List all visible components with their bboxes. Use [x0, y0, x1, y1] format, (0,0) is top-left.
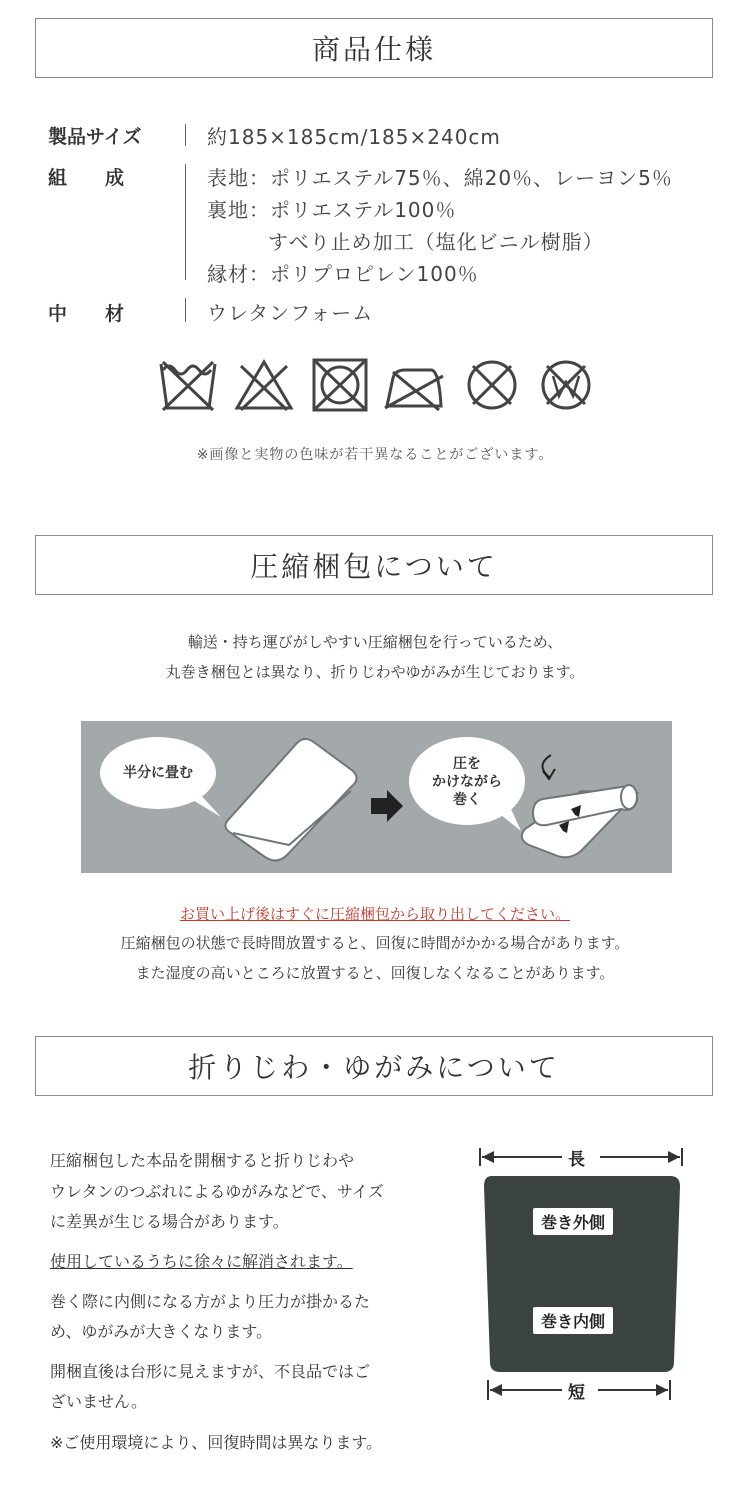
no-dry-clean-icon	[461, 356, 523, 414]
spec-heading: 商品仕様	[311, 33, 436, 66]
spec-divider	[185, 298, 186, 322]
no-tumble-dry-icon	[309, 356, 371, 414]
compression-note: 圧縮梱包の状態で長時間放置すると、回復に時間がかかる場合があります。	[120, 934, 630, 952]
spec-value-filling: ウレタンフォーム	[207, 301, 374, 325]
inner-side-label: 巻き内側	[533, 1307, 613, 1334]
spec-value-surface: 表地：ポリエステル75％、綿20％、レーヨン5％	[207, 166, 673, 190]
spec-divider	[185, 164, 186, 280]
spec-value-size: 約185×185cm/185×240cm	[207, 125, 501, 149]
no-wet-clean-icon	[535, 356, 597, 414]
dimension-long-label: 長	[568, 1150, 585, 1170]
spec-value-back: 裏地：ポリエステル100％	[207, 198, 457, 222]
folding-illustration	[81, 721, 672, 873]
spec-label-composition: 組 成	[48, 167, 125, 189]
outer-side-label: 巻き外側	[533, 1208, 613, 1235]
wrinkle-paragraph-line: に差異が生じる場合があります。	[50, 1212, 289, 1231]
wrinkle-paragraph-line: 巻く際に内側になる方がより圧力が掛かるた	[50, 1292, 371, 1311]
spec-value-edge: 縁材：ポリプロピレン100％	[207, 262, 479, 286]
bubble-roll-text: 圧を かけながら 巻く	[432, 756, 502, 808]
wrinkle-footnote: ※ご使用環境により、回復時間は異なります。	[50, 1433, 383, 1452]
compression-heading: 圧縮梱包について	[250, 550, 498, 583]
wrinkle-paragraph-line: 開梱直後は台形に見えますが、不良品ではご	[50, 1362, 371, 1381]
spec-label-size: 製品サイズ	[48, 126, 142, 148]
wrinkle-paragraph-line: め、ゆがみが大きくなります。	[50, 1322, 273, 1341]
compression-heading-box	[35, 535, 713, 595]
compression-intro-line: 丸巻き梱包とは異なり、折りじわやゆがみが生じております。	[165, 663, 585, 681]
arrow-right-icon	[371, 790, 403, 822]
low-iron-icon	[383, 356, 445, 414]
dimension-short-label: 短	[568, 1383, 585, 1403]
bubble-fold-text: 半分に畳む	[123, 765, 193, 781]
color-note: ※画像と実物の色味が若干異なることがございます。	[196, 447, 554, 463]
wrinkle-heading: 折りじわ・ゆがみについて	[188, 1051, 560, 1084]
no-washing-icon	[157, 356, 219, 414]
spec-divider	[185, 124, 186, 146]
spec-value-antislip: すべり止め加工（塩化ビニル樹脂）	[268, 230, 604, 254]
wrinkle-paragraph-line: ウレタンのつぶれによるゆがみなどで、サイズ	[50, 1182, 384, 1201]
compression-intro-line: 輸送・持ち運びがしやすい圧縮梱包を行っているため、	[187, 633, 563, 651]
spec-heading-box	[35, 18, 713, 78]
wrinkle-paragraph-line: ざいません。	[50, 1392, 147, 1411]
no-bleach-icon	[233, 356, 295, 414]
spec-label-filling: 中 材	[48, 303, 125, 325]
wrinkle-paragraph-line: 圧縮梱包した本品を開梱すると折りじわや	[50, 1151, 355, 1170]
compression-illustration	[81, 721, 672, 873]
compression-note: また湿度の高いところに放置すると、回復しなくなることがあります。	[135, 964, 615, 982]
trapezoid-diagram	[470, 1140, 695, 1405]
wrinkle-highlight: 使用しているうちに徐々に解消されます。	[50, 1252, 353, 1271]
compression-warning: お買い上げ後はすぐに圧縮梱包から取り出してください。	[179, 905, 570, 923]
wrinkle-heading-box	[35, 1036, 713, 1096]
